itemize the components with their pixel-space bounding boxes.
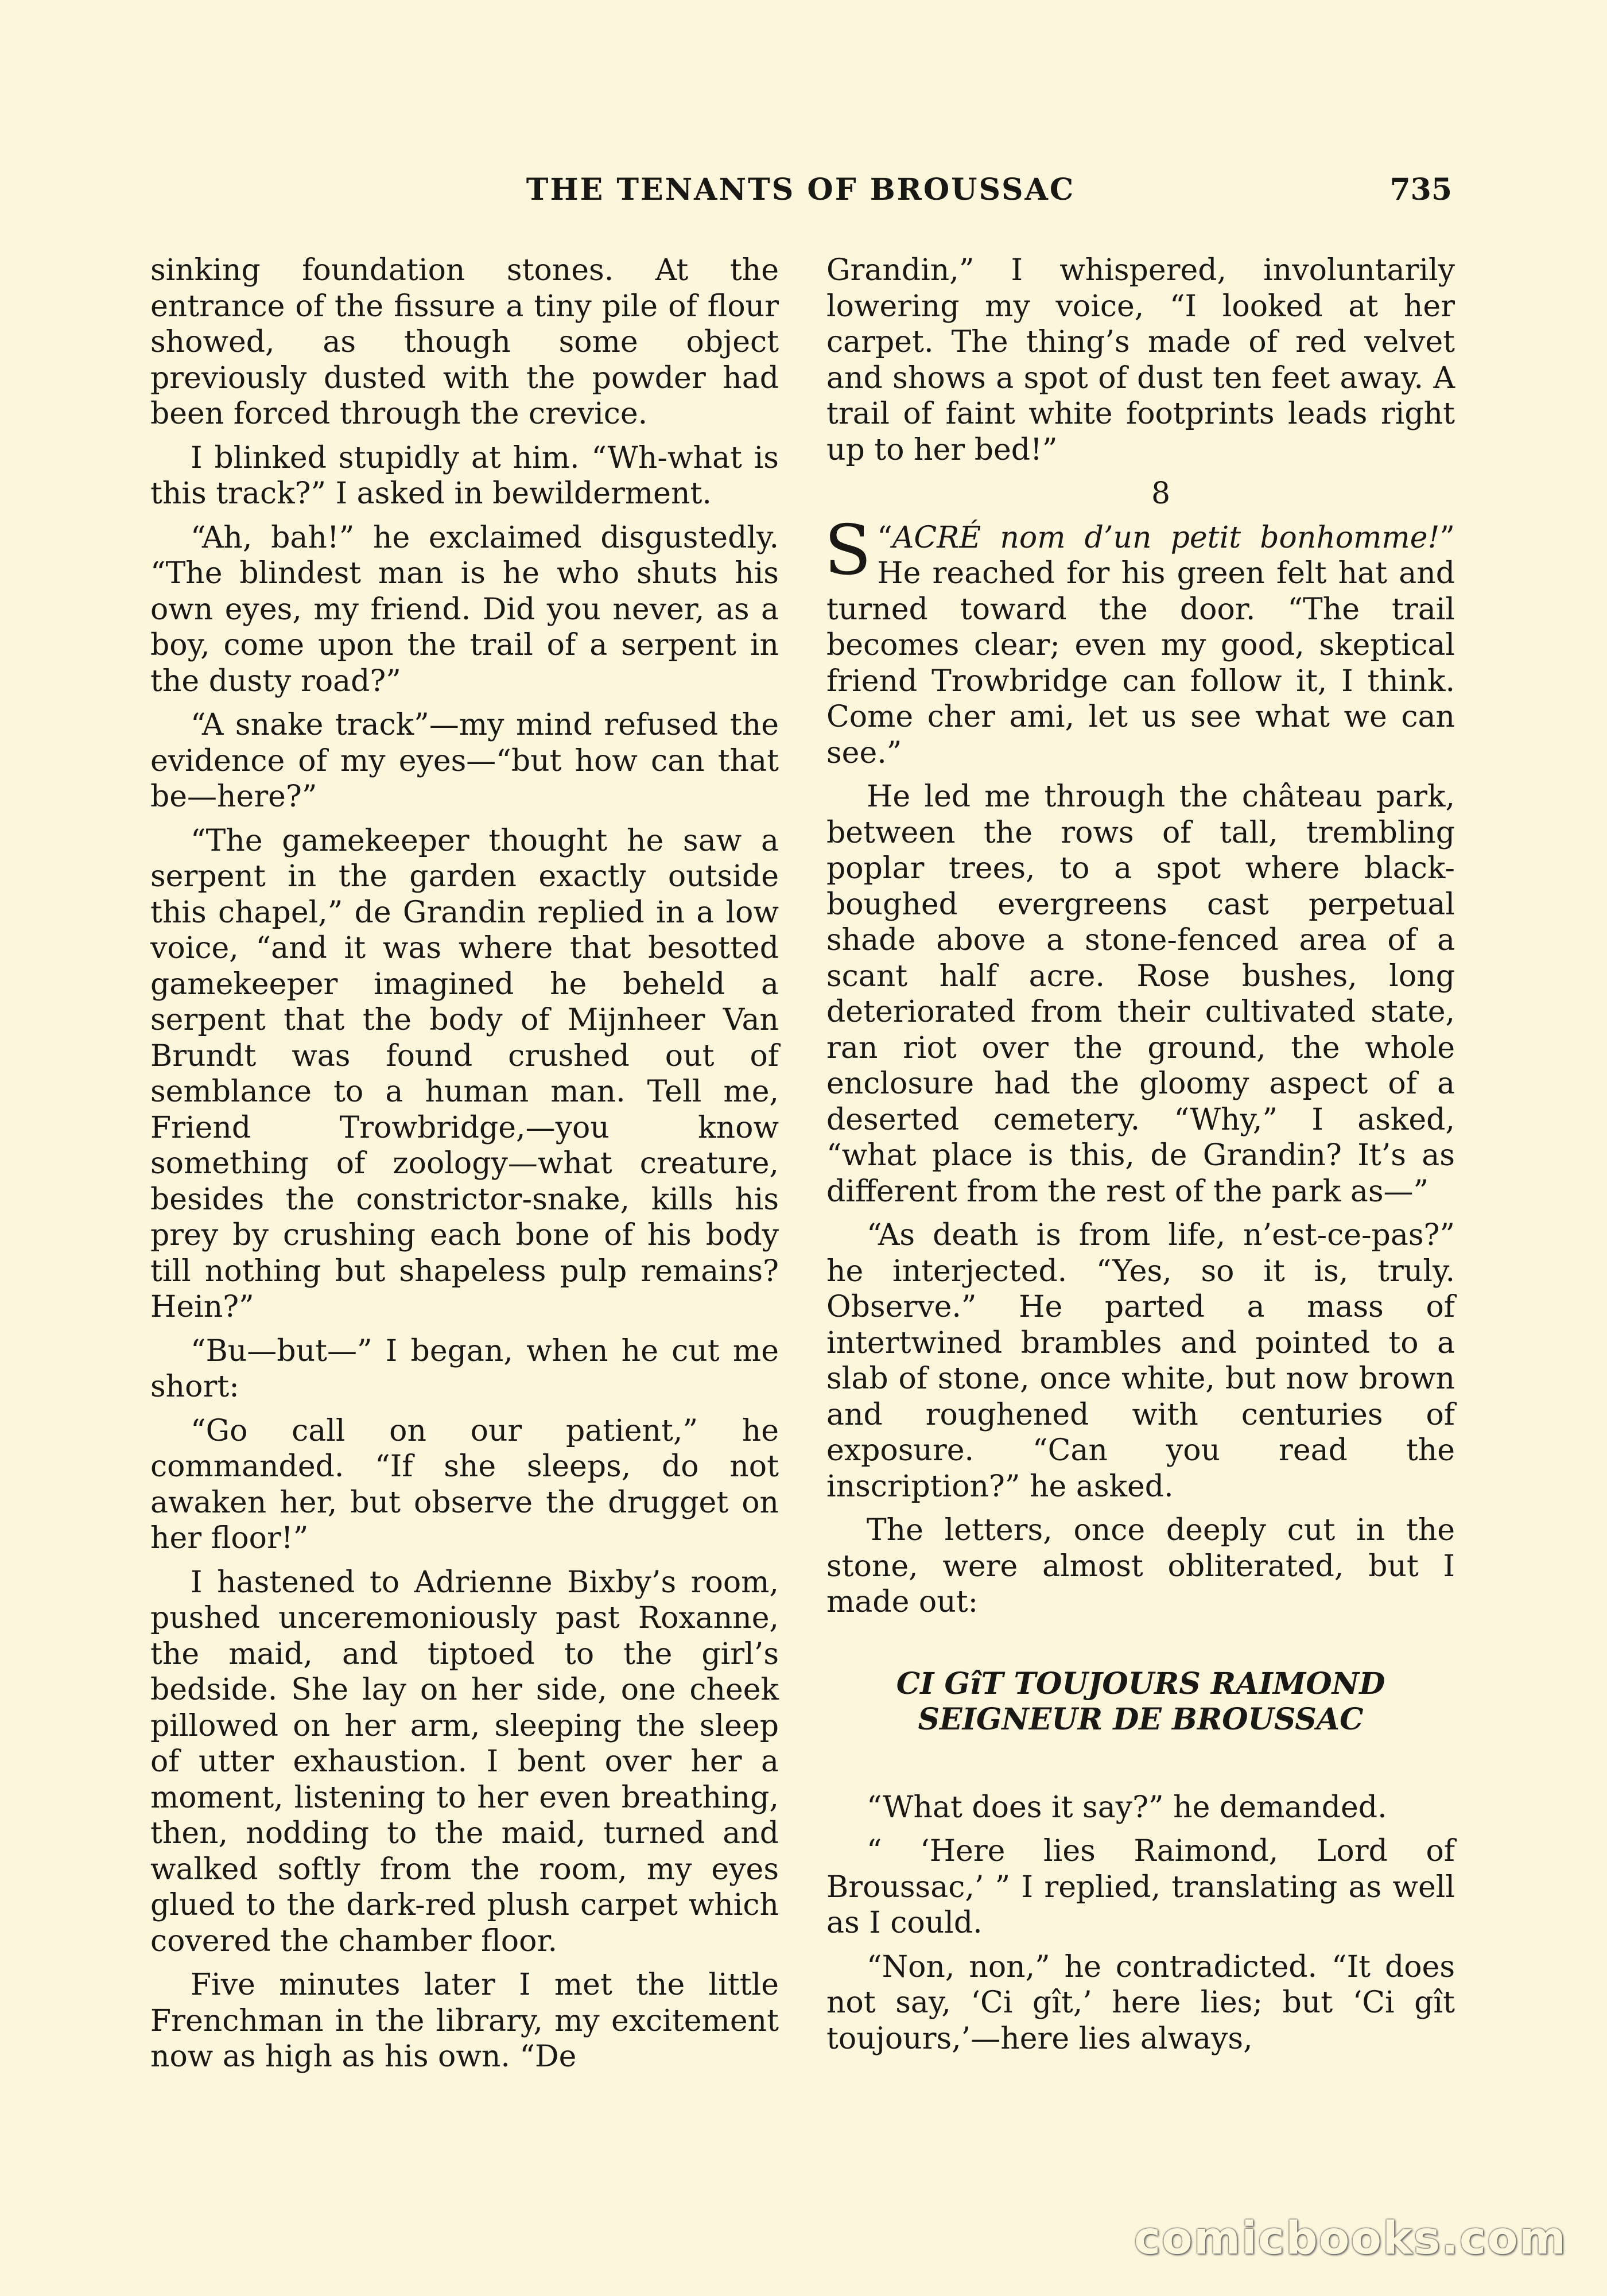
drop-cap: S [824, 510, 872, 591]
section-number: 8 [1151, 476, 1171, 511]
paragraph: The letters, once deeply cut in the stone, were almost obliterated, but I made out: [826, 1513, 1455, 1619]
paragraph: “The gamekeeper thought he saw a serpent in the garden exactly outside this chapel,” de Grandin replied in a low voice, “and it was where that besotted gamekeeper imagined he beheld a serpent that the body of Mijnheer Van Brundt was found crushed out of semblance to a human man. Tell me, Friend Trowbridge,—you know something of zoology—what creature, besides the constrictor-snake, kills his prey by crushing each bone of his body till nothing but shapeless pulp remains? Hein?” [150, 823, 779, 1324]
paragraph: “As death is from life, n’est-ce-pas?” he interjected. “Yes, so it is, truly. Observe.” He parted a mass of intertwined brambles and pointed to a slab of stone, once white, but now brown and roughened with centuries of exposure. “Can you read the inscription?” he asked. [826, 1218, 1455, 1504]
watermark: comicbooks.com [1134, 2213, 1567, 2264]
running-head: THE TENANTS OF BROUSSAC [526, 172, 1076, 207]
paragraph: I blinked stupidly at him. “Wh-what is this track?” I asked in bewilderment. [150, 440, 779, 511]
page-number: 735 [1389, 172, 1452, 207]
paragraph: “A snake track”—my mind refused the evidence of my eyes—“but how can that be—here?” [150, 708, 779, 814]
paragraph: I hastened to Adrienne Bixby’s room, pushed unceremoniously past Roxanne, the maid, and tiptoed to the girl’s bedside. She lay on her side, one cheek pillowed on her arm, sleeping the sleep of utter exhaustion. I bent over her a moment, listening to her even breathing, then, nodding to the maid, turned and walked softly from the room, my eyes glued to the dark-red plush carpet which covered the chamber floor. [150, 1565, 779, 1958]
paragraph: He led me through the château park, between the rows of tall, trembling poplar trees, to a spot where black-boughed evergreens cast perpetual shade above a stone-fenced area of a scant half acre. Rose bushes, long deteriorated from their cultivated state, ran riot over the ground, the whole enclosure had the gloomy aspect of a deserted cemetery. “Why,” I asked, “what place is this, de Grandin? It’s as different from the rest of the park as—” [826, 779, 1455, 1209]
paragraph: “Ah, bah!” he exclaimed disgustedly. “The blindest man is he who shuts his own eyes, my friend. Did you never, as a boy, come upon the trail of a serpent in the dusty road?” [150, 520, 779, 699]
italic-exclamation: ACRÉ nom d’un petit bonhomme! [892, 520, 1440, 555]
paragraph: Five minutes later I met the little Frenchman in the library, my excitement now as high as his own. “De [150, 1968, 779, 2074]
right-column [826, 253, 1455, 2065]
paragraph: “What does it say?” he demanded. [867, 1790, 1387, 1825]
left-column [150, 253, 779, 2083]
tomb-inscription [826, 1666, 1455, 1738]
inscription-line: SEIGNEUR DE BROUSSAC [918, 1702, 1364, 1737]
paragraph: “Non, non,” he contradicted. “It does not say, ‘Ci gît,’ here lies; but ‘Ci gît toujours,’—here lies always, [826, 1949, 1455, 2056]
page-header [149, 172, 1452, 218]
paragraph: “Go call on our patient,” he commanded. “If she sleeps, do not awaken her, but observe the drugget on her floor!” [150, 1413, 779, 1556]
dropcap-continuation: ” He reached for his green felt hat and turned toward the door. “The trail becomes clear; even my good, skeptical friend Trowbridge can follow it, I think. Come cher ami, let us see what we can see.” [826, 520, 1455, 770]
paragraph: “ ‘Here lies Raimond, Lord of Broussac,’ ” I replied, translating as well as I could. [826, 1834, 1455, 1940]
inscription-line: CI GîT TOUJOURS RAIMOND [896, 1666, 1385, 1701]
paragraph: “Bu—but—” I began, when he cut me short: [150, 1333, 779, 1404]
opening-quote: “ [877, 520, 892, 555]
paragraph: Grandin,” I whispered, involuntarily lowering my voice, “I looked at her carpet. The thing’s made of red velvet and shows a spot of dust ten feet away. A trail of faint white footprints leads right up to her bed!” [826, 253, 1455, 467]
paragraph: sinking foundation stones. At the entrance of the fissure a tiny pile of flour showed, as though some object previously dusted with the powder had been forced through the crevice. [150, 253, 779, 431]
dropcap-paragraph [824, 510, 1455, 771]
